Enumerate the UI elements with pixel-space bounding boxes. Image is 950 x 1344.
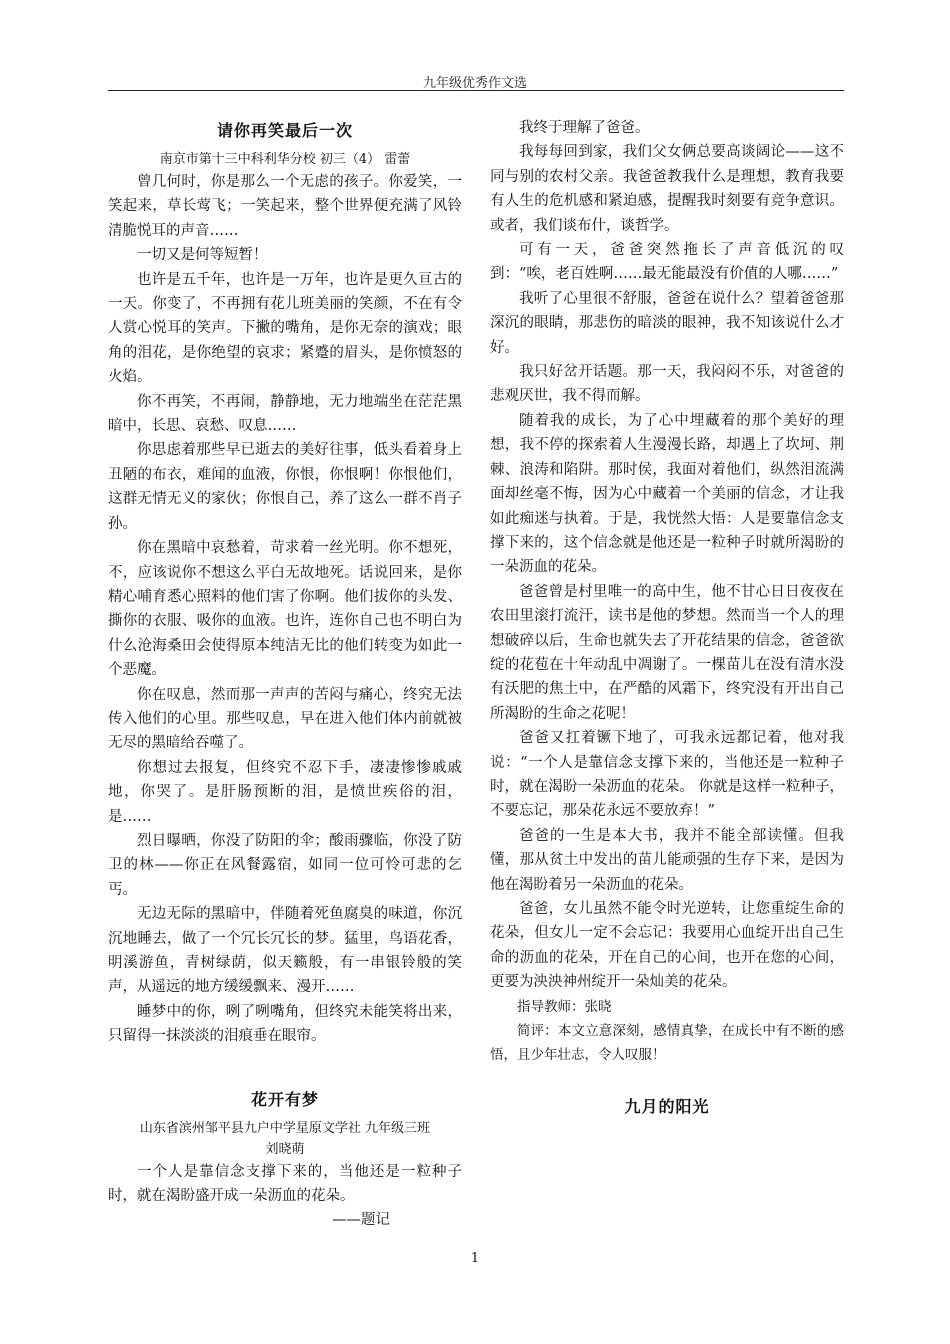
running-header: 九年级优秀作文选 bbox=[422, 76, 527, 91]
essay1-byline: 南京市第十三中科利华分校 初三（4） 雷蕾 bbox=[159, 152, 411, 167]
essay2-paragraph: 我终于理解了爸爸。 bbox=[519, 120, 650, 136]
essay1-paragraph: 你不再笑，不再闹，静静地，无力地端坐在茫茫黑暗中，长思、哀愁、叹息…… bbox=[108, 393, 462, 435]
essay2-paragraph: 我听了心里很不舒服，爸爸在说什么？望着爸爸那深沉的眼睛，那悲伤的暗淡的眼神，我不知该说什么才好。 bbox=[490, 290, 844, 356]
essay1-paragraph: 你思虑着那些早已逝去的美好往事，低头看着身上丑陋的布衣，难闻的血液，你恨，你恨啊！你恨他们，这群无情无义的家伙；你恨自己，养了这么一群不肖子孙。 bbox=[108, 442, 462, 532]
right-column bbox=[490, 116, 844, 1125]
essay1-paragraph: 也许是五千年，也许是一万年，也许是更久亘古的一天。你变了，不再拥有花儿班美丽的笑颜，不在有令人赏心悦耳的笑声。下撇的嘴角，是你无奈的演戏；眼角的泪花，是你绝望的哀求；紧蹙的眉头，是你愤怒的火焰。 bbox=[108, 271, 462, 386]
essay2-paragraph: 爸爸又扛着镢下地了，可我永远都记着，他对我说：“一个人是靠信念支撑下来的，当他还是一粒种子时，就在渴盼一朵沥血的花朵。 你就是这样一粒种子，不要忘记，那朵花永远不要放弃！” bbox=[490, 730, 844, 820]
essay1-paragraph: 曾几何时，你是那么一个无虑的孩子。你爱笑，一笑起来，草长莺飞；一笑起来，整个世界便充满了风铃清脆悦耳的声音…… bbox=[108, 174, 462, 239]
essay1-paragraph: 烈日曝晒，你没了防阳的伞；酸雨骤临，你没了防卫的林——你正在风餐露宿，如同一位可怜可悲的乞丐。 bbox=[108, 832, 462, 898]
essay2-paragraph: 爸爸的一生是本大书，我并不能全部读懂。但我懂，那从贫土中发出的苗儿能顽强的生存下来，是因为他在渴盼着另一朵沥血的花朵。 bbox=[490, 827, 844, 893]
essay2-byline-author: 刘晓萌 bbox=[265, 1141, 305, 1157]
essay1-paragraph: 一切又是何等短暂！ bbox=[137, 247, 268, 264]
essay2-epigraph: 一个人是靠信念支撑下来的，当他还是一粒种子时，就在渴盼盛开成一朵沥血的花朵。 bbox=[108, 1163, 462, 1205]
left-column bbox=[108, 112, 462, 1233]
essay1-title: 请你再笑最后一次 bbox=[216, 121, 353, 140]
essay2-byline-school: 山东省滨州邹平县九户中学星原文学社 九年级三班 bbox=[139, 1120, 431, 1136]
essay1-paragraph: 睡梦中的你，咧了咧嘴角，但终究未能笑将出来，只留得一抹淡淡的泪痕垂在眼帘。 bbox=[108, 1003, 462, 1045]
essay2-paragraph: 可有一天，爸爸突然拖长了声音低沉的叹到：“唉，老百姓啊……最无能最没有价值的人哪……” bbox=[490, 242, 844, 283]
essay2-review: 简评：本文立意深刻，感情真挚，在成长中有不断的感悟，且少年壮志，令人叹服！ bbox=[490, 1023, 844, 1064]
essay2-paragraph: 爸爸曾是村里唯一的高中生，他不甘心日日夜夜在农田里滚打流汗，读书是他的梦想。然而当一个人的理想破碎以后，生命也就失去了开花结果的信念，爸爸欲绽的花苞在十年动乱中凋谢了。一棵苗儿在没有清水没有沃肥的焦土中，在严酷的风霜下，终究没有开出自己所渴盼的生命之花呢！ bbox=[490, 583, 844, 722]
essay2-paragraph: 我只好岔开话题。那一天，我闷闷不乐，对爸爸的悲观厌世，我不得而解。 bbox=[490, 364, 844, 405]
essay2-paragraph: 我每每回到家，我们父女俩总要高谈阔论——这不同与别的农村父亲。我爸爸教我什么是理想，教育我要有人生的危机感和紧迫感，提醒我时刻要有竞争意识。或者，我们谈布什，谈哲学。 bbox=[490, 144, 844, 234]
essay1-paragraph: 你想过去报复，但终究不忍下手，凄凄惨惨戚戚地，你哭了。是肝肠预断的泪，是愤世疾俗的泪，是…… bbox=[108, 759, 462, 825]
essay2-paragraph: 随着我的成长，为了心中埋藏着的那个美好的理想，我不停的探索着人生漫漫长路，却遇上了坎坷、荆棘、浪涛和陷阱。那时侯，我面对着他们，纵然泪流满面却丝毫不悔，因为心中藏着一个美丽的信念，才让我如此痴迷与执着。于是，我恍然大悟：人是要靠信念支撑下来的，这个信念就是他还是一粒种子时就所渴盼的一朵沥血的花朵。 bbox=[490, 412, 844, 576]
essay2-title: 花开有梦 bbox=[250, 1089, 319, 1109]
essay3-title: 九月的阳光 bbox=[624, 1096, 710, 1116]
essay1-paragraph: 你在叹息，然而那一声声的苦闷与痛心，终究无法传入他们的心里。那些叹息，早在进入他们体内前就被无尽的黑暗给吞噬了。 bbox=[108, 686, 462, 752]
page-number: 1 bbox=[470, 1251, 480, 1266]
essay1-paragraph: 你在黑暗中哀愁着，苛求着一丝光明。你不想死，不，应该说你不想这么平白无故地死。话说回来，是你精心哺育悉心照料的他们害了你啊。他们拔你的头发、撕你的衣服、吸你的血液。也许，连你自己也不明白为什么沧海桑田会使得原本纯洁无比的他们转变为如此一个恶魔。 bbox=[108, 540, 462, 679]
header-rule bbox=[108, 90, 844, 91]
essay2-epigraph-sign: ——题记 bbox=[332, 1212, 390, 1229]
essay1-paragraph: 无边无际的黑暗中，伴随着死鱼腐臭的味道，你沉沉地睡去，做了一个冗长冗长的梦。猛里，鸟语花香，明溪游鱼，青树绿荫，似天籁般，有一串银铃般的笑声，从遥远的地方缓缓飘来、漫开…… bbox=[108, 906, 462, 996]
essay2-teacher: 指导教师：张晓 bbox=[517, 998, 612, 1015]
essay2-paragraph: 爸爸，女儿虽然不能令时光逆转，让您重绽生命的花朵，但女儿一定不会忘记：我要用心血绽开出自己生命的沥血的花朵，开在自己的心间，也开在您的心间，更要为泱泱神州绽开一朵灿美的花朵。 bbox=[490, 901, 844, 991]
